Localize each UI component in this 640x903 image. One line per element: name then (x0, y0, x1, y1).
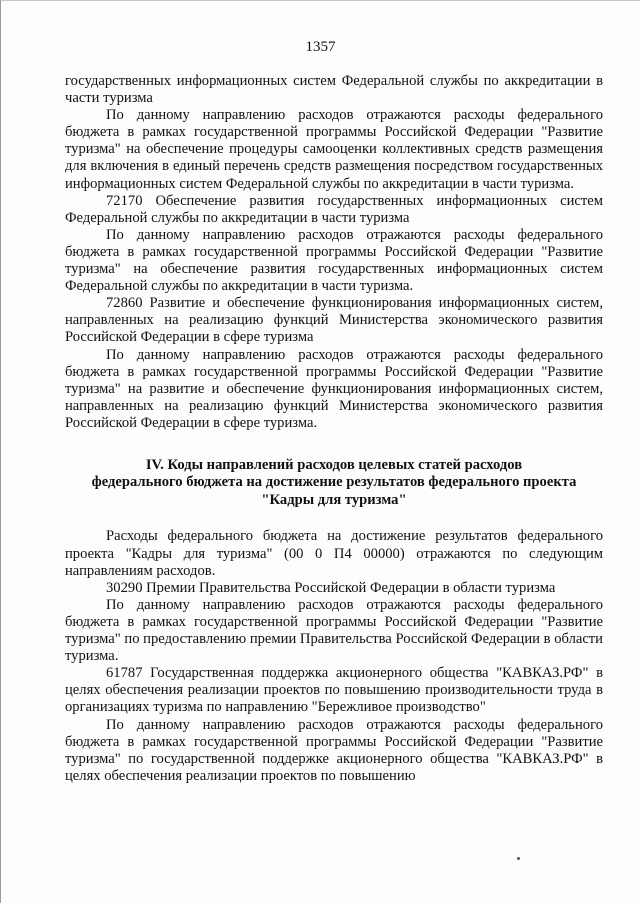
page-number: 1357 (305, 39, 336, 55)
paragraph: Расходы федерального бюджета на достижение результатов федерального проекта "Кадры для туризма" (00 0 П4 00000) отражаются по следующим направлениям расходов. (65, 528, 603, 579)
paragraph: 72170 Обеспечение развития государственных информационных систем Федеральной службы по аккредитации в части туризма (65, 192, 603, 226)
scan-dot (517, 857, 520, 860)
paragraphs-bottom (65, 528, 603, 784)
section-heading (65, 457, 603, 510)
section-heading-line-3: "Кадры для туризма" (261, 491, 407, 508)
paragraph: По данному направлению расходов отражаются расходы федерального бюджета в рамках государственной программы Российской Федерации "Развитие туризма" на обеспечение развития государственных информационных систем Федеральной службы по аккредитации в части туризма. (65, 226, 603, 295)
paragraph: По данному направлению расходов отражаются расходы федерального бюджета в рамках государственной программы Российской Федерации "Развитие туризма" на развитие и обеспечение функционирования информационных систем, направленных на реализацию функций Министерства экономического развития Российской Федерации в сфере туризма. (65, 346, 603, 431)
paragraph: По данному направлению расходов отражаются расходы федерального бюджета в рамках государственной программы Российской Федерации "Развитие туризма" по государственной поддержке акционерного общества "КАВКАЗ.РФ" в целях обеспечения реализации проектов по повышению (65, 716, 603, 784)
paragraph: По данному направлению расходов отражаются расходы федерального бюджета в рамках государственной программы Российской Федерации "Развитие туризма" по предоставлению премии Правительства Российской Федерации в области туризма. (65, 596, 603, 665)
paragraph: 30290 Премии Правительства Российской Федерации в области туризма (106, 579, 556, 596)
paragraphs-top (65, 73, 603, 432)
section-heading-line-2: федерального бюджета на достижение результатов федерального проекта (91, 474, 577, 491)
document-body (65, 73, 603, 785)
paragraph: 61787 Государственная поддержка акционерного общества "КАВКАЗ.РФ" в целях обеспечения реализации проектов по повышению производительности труда в организациях туризма по направлению "Бережливое производство" (65, 665, 603, 716)
paragraph: По данному направлению расходов отражаются расходы федерального бюджета в рамках государственной программы Российской Федерации "Развитие туризма" на обеспечение процедуры самооценки коллективных средств размещения для включения в единый перечень средств размещения посредством государственных информационных систем Федеральной службы по аккредитации в части туризма. (65, 107, 603, 192)
paragraph: государственных информационных систем Федеральной службы по аккредитации в части туризма (65, 73, 603, 107)
section-heading-line-1: IV. Коды направлений расходов целевых статей расходов (145, 456, 523, 473)
paragraph: 72860 Развитие и обеспечение функционирования информационных систем, направленных на реализацию функций Министерства экономического развития Российской Федерации в сфере туризма (65, 295, 603, 346)
